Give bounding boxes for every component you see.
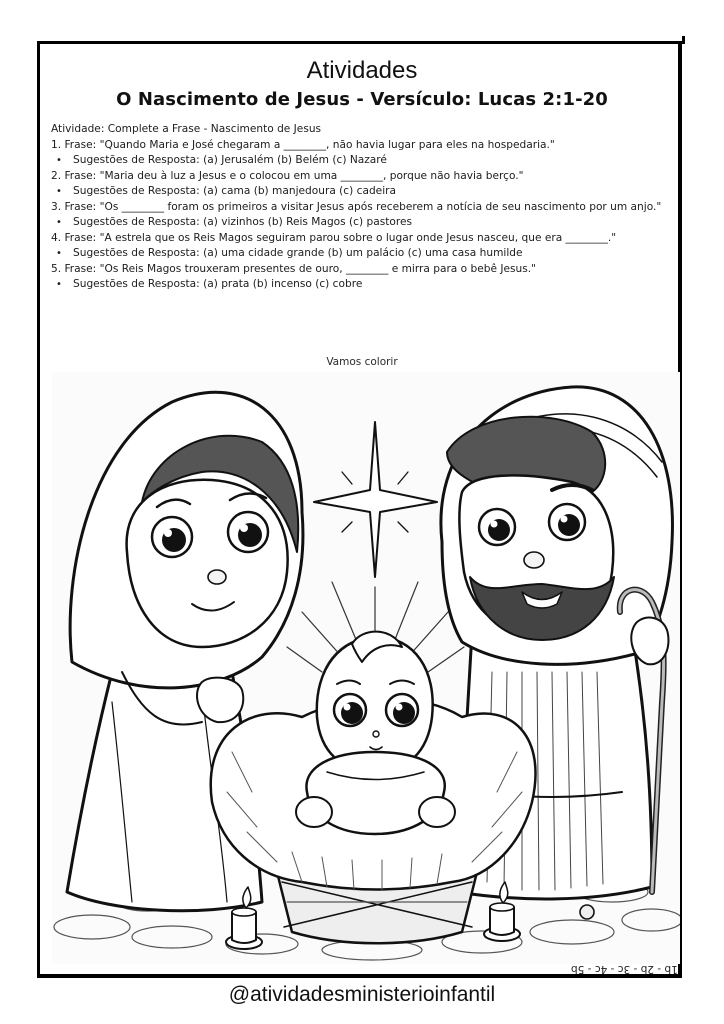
coloring-label: Vamos colorir <box>326 356 398 368</box>
question-4-sentence: 4. Frase: "A estrela que os Reis Magos seguiram parou sobre o lugar onde Jesus nasceu, que era ________." <box>51 231 617 244</box>
bullet-icon: • <box>56 155 62 166</box>
answer-key-upside-down: 1b - 2b - 3c - 4c - 5b <box>571 963 678 975</box>
question-5-suggestions: • Sugestões de Resposta: (a) prata (b) incenso (c) cobre <box>51 277 668 293</box>
question-4-suggestions: • Sugestões de Resposta: (a) uma cidade grande (b) um palácio (c) uma casa humilde <box>51 246 668 262</box>
bullet-icon: • <box>56 186 62 197</box>
question-1-suggestions: • Sugestões de Resposta: (a) Jerusalém (b) Belém (c) Nazaré <box>51 153 668 169</box>
footer-watermark: @atividadesministerioinfantil <box>228 983 496 1006</box>
activity-section <box>51 122 668 293</box>
question-2-sentence: 2. Frase: "Maria deu à luz a Jesus e o colocou em uma ________, porque não havia berço." <box>51 169 524 182</box>
page-title: Atividades <box>306 57 418 84</box>
question-5-sentence: 5. Frase: "Os Reis Magos trouxeram presentes de ouro, ________ e mirra para o bebê Jesus." <box>51 262 536 275</box>
question-1-sentence: 1. Frase: "Quando Maria e José chegaram a ________, não havia lugar para eles na hospedaria." <box>51 138 555 151</box>
frame-corner-accent <box>682 36 685 44</box>
question-2-suggestions: • Sugestões de Resposta: (a) cama (b) manjedoura (c) cadeira <box>51 184 668 200</box>
activity-heading: Atividade: Complete a Frase - Nascimento de Jesus <box>51 123 322 135</box>
page-subtitle: O Nascimento de Jesus - Versículo: Lucas 2:1-20 <box>116 89 608 110</box>
question-3-suggestions: • Sugestões de Resposta: (a) vizinhos (b) Reis Magos (c) pastores <box>51 215 668 231</box>
pebble-icon <box>580 905 594 919</box>
nativity-illustration <box>52 372 680 964</box>
bullet-icon: • <box>56 248 62 259</box>
bullet-icon: • <box>56 217 62 228</box>
bullet-icon: • <box>56 279 62 290</box>
question-3-sentence: 3. Frase: "Os ________ foram os primeiros a visitar Jesus após receberem a notícia de seu nascimento por um anjo." <box>51 200 662 213</box>
